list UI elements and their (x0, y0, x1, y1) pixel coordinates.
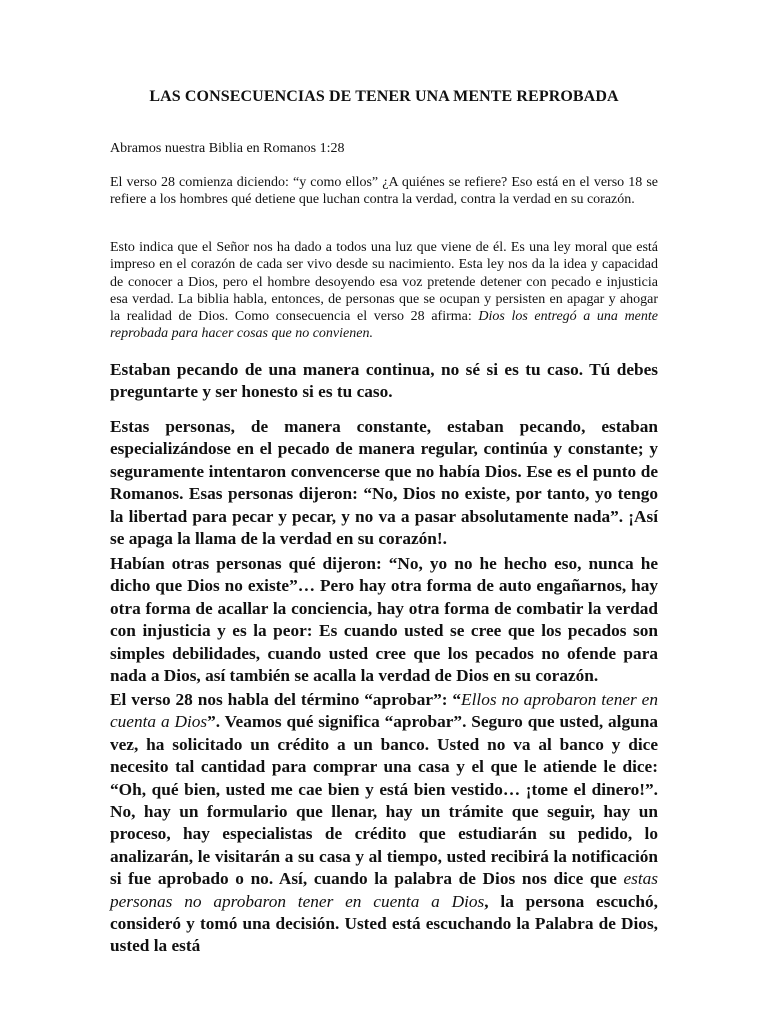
paragraph-moral-law-text: Esto indica que el Señor nos ha dado a todos una luz que viene de él. Es una ley moral que está impreso en el corazón de cada ser vivo desde su nacimiento. Esta ley nos da la idea y capacidad de conocer a Dios, pero el hombre desoyendo esa voz pretende detener con pecado e injusticia esa verdad. La biblia habla, entonces, de personas que se ocupan y persisten en apagar y ahogar la realidad de Dios. Como consecuencia el verso 28 afirma: (110, 240, 658, 325)
paragraph-approve (110, 689, 658, 958)
paragraph-moral-law (110, 239, 658, 343)
paragraph-approve-part-a: El verso 28 nos habla del término “aprobar”: “ (110, 690, 462, 709)
paragraph-approve-part-c: , la persona escuchó, consideró y tomó una decisión. Usted está escuchando la Palabra de Dios, usted la está (110, 891, 658, 956)
paragraph-verse-28: El verso 28 comienza diciendo: “y como ellos” ¿A quiénes se refiere? Eso está en el verso 18 se refiere a los hombres qué detiene que luchan contra la verdad, contra la verdad en su corazón. (110, 175, 658, 208)
paragraph-continuous-sin: Estaban pecando de una manera continua, no sé si es tu caso. Tú debes preguntarte y ser honesto si es tu caso. (110, 360, 658, 402)
paragraph-self-deception: Habían otras personas qué dijeron: “No, yo no he hecho eso, nunca he dicho que Dios no existe”… Pero hay otra forma de auto engañarnos, hay otra forma de acallar la conciencia, hay otra forma de combatir la verdad con injusticia y es la peor: Es cuando usted se cree que los pecados son simples debilidades, cuando usted cree que los pecados no ofende para nada a Dios, así también se acalla la verdad de Dios en su corazón. (110, 554, 658, 686)
paragraph-constant-sin: Estas personas, de manera constante, estaban pecando, estaban especializándose en el pecado de manera regular, continúa y constante; y seguramente intentaron convencerse que no había Dios. Ese es el punto de Romanos. Esas personas dijeron: “No, Dios no existe, por tanto, yo tengo la libertad para pecar y pecar, y no va a pasar absolutamente nada”. ¡Así se apaga la llama de la verdad en su corazón!. (110, 417, 658, 549)
approve-quote-2: estas personas no aprobaron tener en cuenta a Dios (110, 869, 658, 911)
approve-quote-1: Ellos no aprobaron tener en cuenta a Dios (110, 690, 658, 732)
paragraph-intro: Abramos nuestra Biblia en Romanos 1:28 (110, 141, 345, 156)
verse-quote: Dios los entregó a una mente reprobada para hacer cosas que no convienen. (110, 309, 658, 342)
document-title: LAS CONSECUENCIAS DE TENER UNA MENTE REPROBADA (149, 88, 619, 105)
paragraph-approve-part-b: ”. Veamos qué significa “aprobar”. Seguro que usted, alguna vez, ha solicitado un crédito a un banco. Usted no va al banco y dice necesito tal cantidad para comprar una casa y el que le atiende le dice: “Oh, qué bien, usted me cae bien y está bien vestido… ¡tome el dinero!”. No, hay un formulario que llenar, hay un trámite que seguir, hay un proceso, hay especialistas de crédito que estudiarán su pedido, lo analizarán, le visitarán a su casa y al tiempo, usted recibirá la notificación si fue aprobado o no. Así, cuando la palabra de Dios nos dice que (110, 712, 658, 889)
